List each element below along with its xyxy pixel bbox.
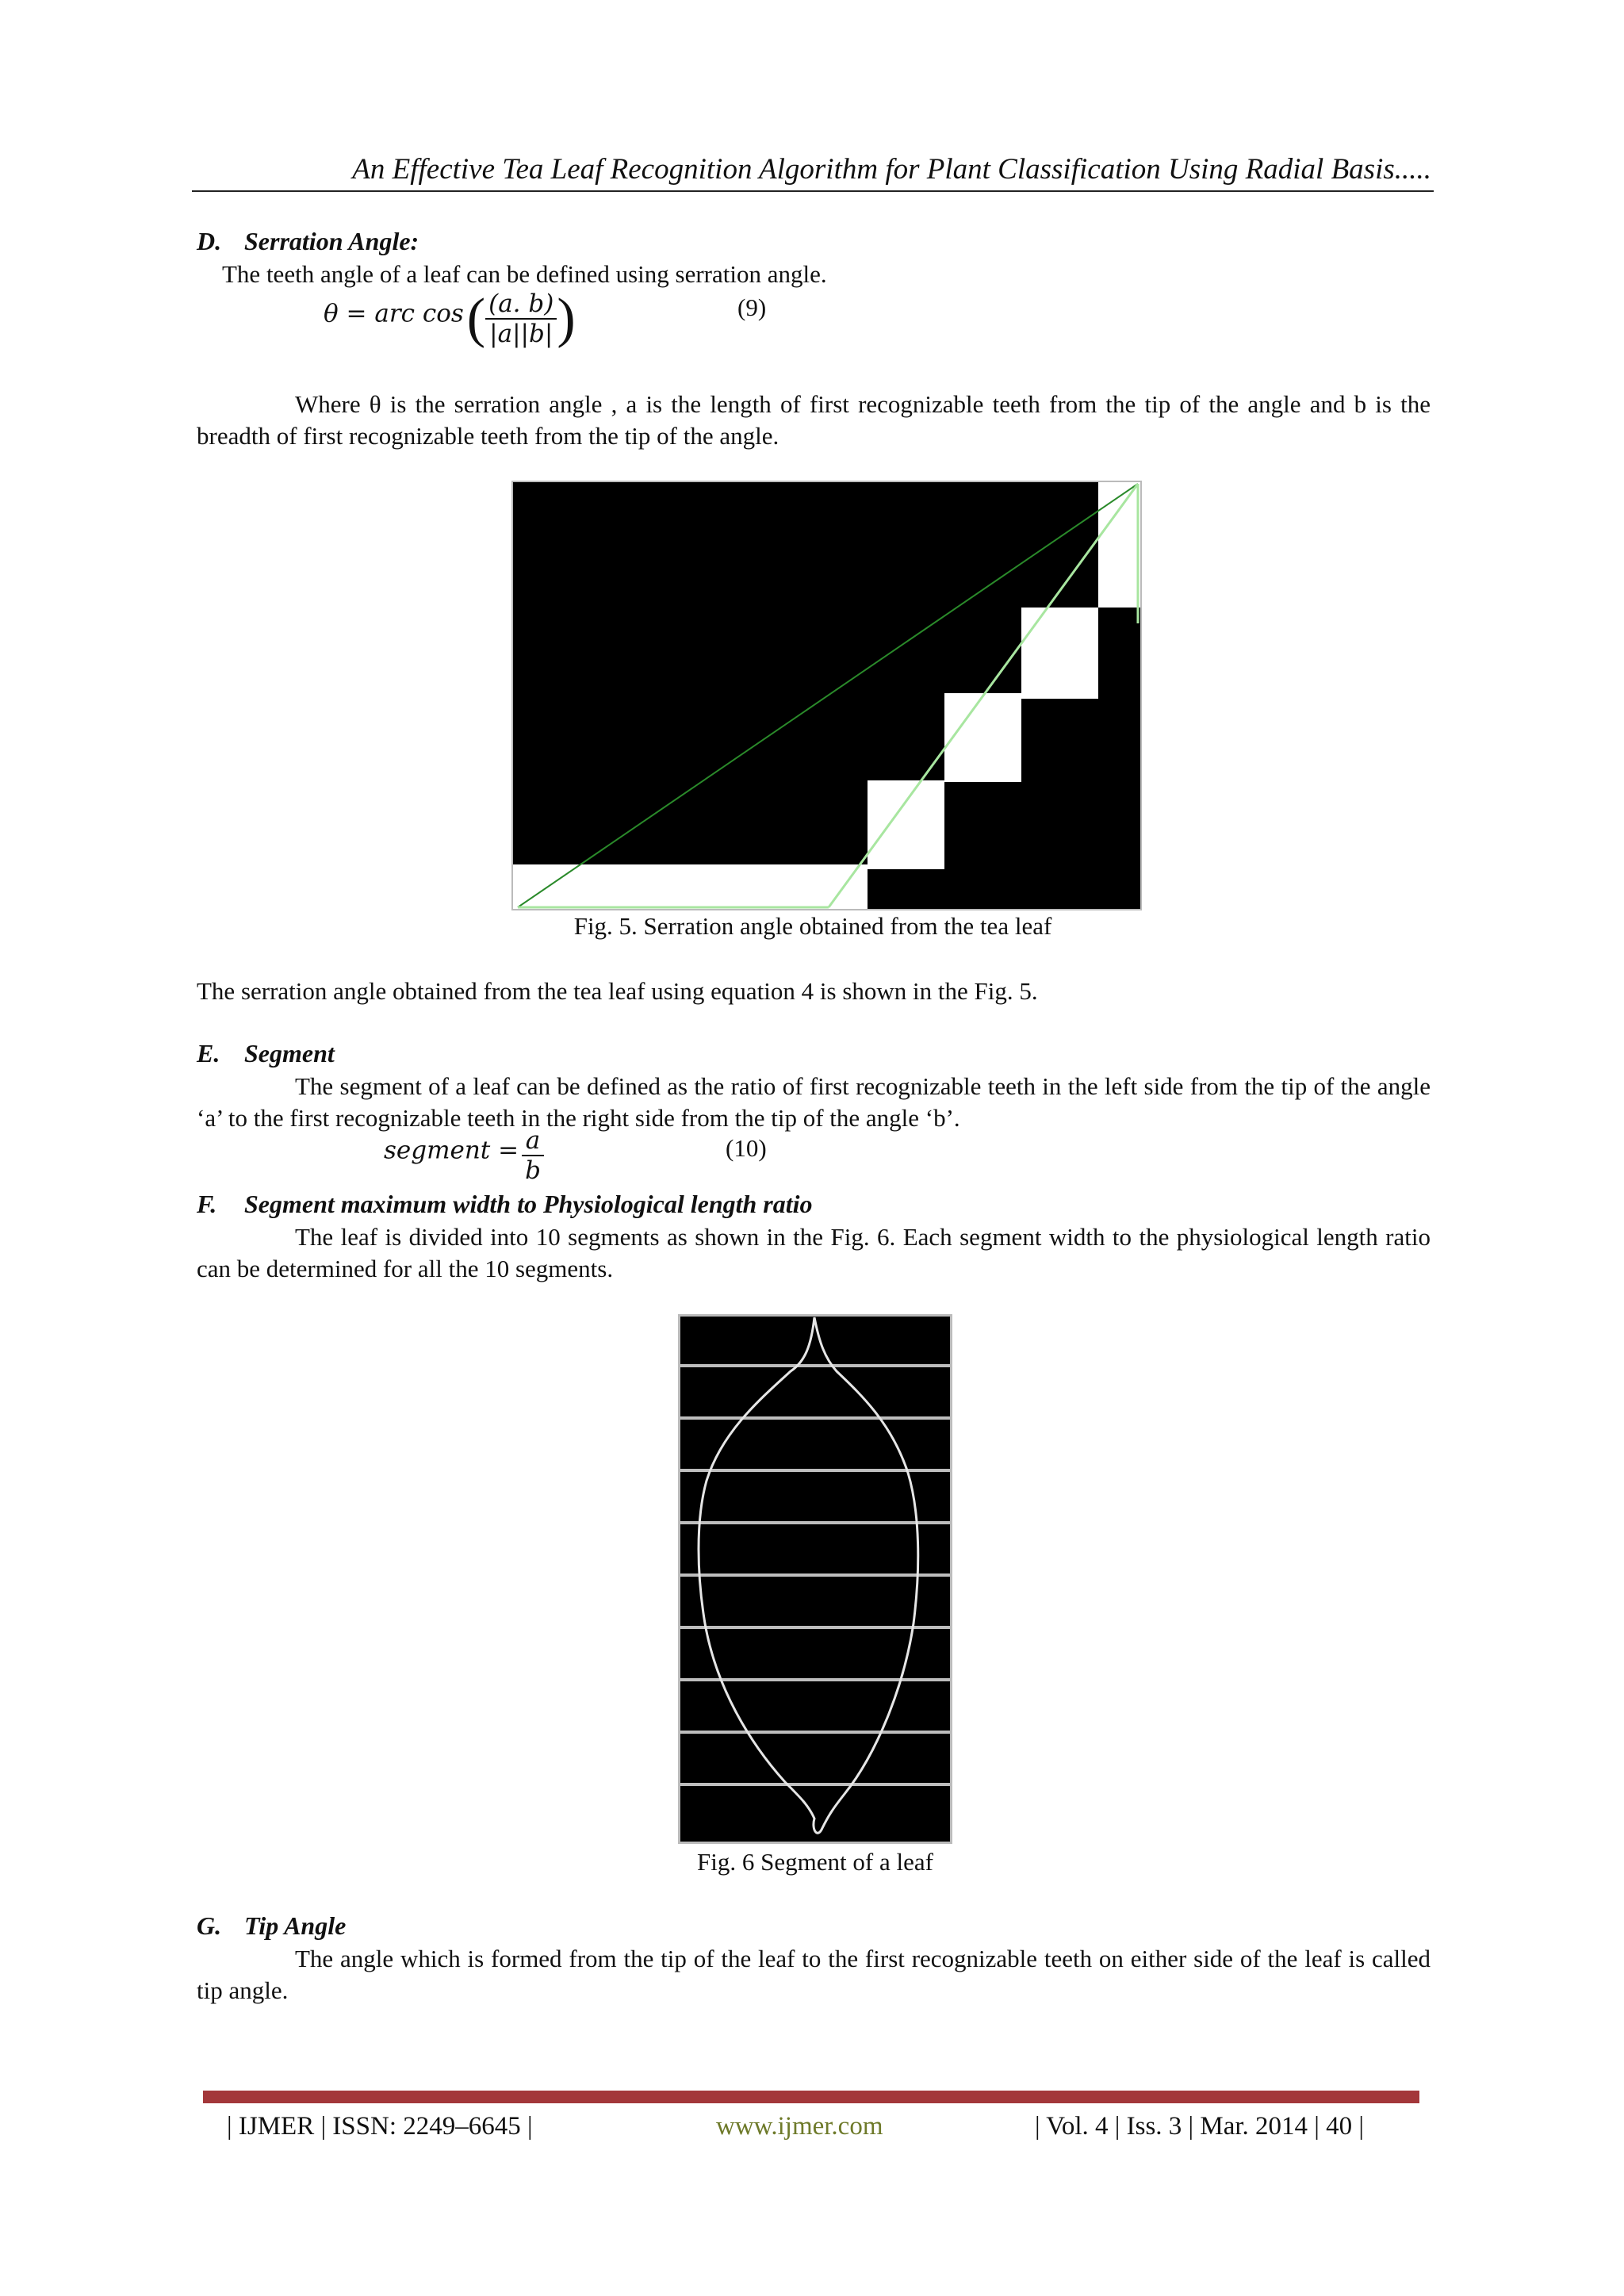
- section-f-heading: [197, 1190, 813, 1219]
- section-d-intro: The teeth angle of a leaf can be defined using serration angle.: [222, 260, 827, 288]
- figure-6-leaf-segments: [678, 1314, 952, 1844]
- footer-bar: [203, 2091, 1419, 2103]
- equation-9-fraction: [485, 289, 557, 348]
- figure-5-caption: Fig. 5. Serration angle obtained from the tea leaf: [573, 912, 1052, 940]
- section-e-heading: [197, 1039, 335, 1068]
- figure-5-tooth-2: [944, 693, 1021, 782]
- figure-5-tooth-top: [1098, 481, 1142, 608]
- section-e-title: Segment: [244, 1039, 335, 1068]
- footer-issue-info: | Vol. 4 | Iss. 3 | Mar. 2014 | 40 |: [1035, 2112, 1365, 2141]
- section-f-title: Segment maximum width to Physiological length ratio: [244, 1190, 813, 1218]
- section-g-body: The angle which is formed from the tip of the leaf to the first recognizable teeth on either side of the leaf is called tip angle.: [197, 1945, 1431, 2004]
- section-e-paragraph: [197, 1071, 1431, 1134]
- equation-10-number: (10): [726, 1134, 767, 1162]
- section-g-heading: [197, 1911, 346, 1941]
- section-d-heading: [197, 227, 419, 256]
- equation-10-lhs: segment =: [384, 1136, 519, 1165]
- section-e-label: E.: [197, 1039, 220, 1068]
- figure-5-tooth-3: [1021, 608, 1098, 699]
- section-e-body: The segment of a leaf can be defined as the ratio of first recognizable teeth in the left side from the tip of the angle ‘a’ to the first recognizable teeth in the right side from the tip of the angle ‘b’.: [197, 1072, 1431, 1132]
- figure-5-tooth-1: [868, 780, 944, 869]
- equation-9-open-paren: (: [466, 288, 486, 349]
- equation-9-number: (9): [737, 293, 767, 321]
- equation-10-fraction: [522, 1126, 544, 1185]
- figure-6-caption: Fig. 6 Segment of a leaf: [697, 1848, 933, 1876]
- section-d-where-paragraph: [197, 389, 1431, 452]
- equation-9-denominator: |a||b|: [485, 318, 557, 348]
- equation-9: [324, 287, 576, 351]
- section-d-label: D.: [197, 227, 222, 255]
- equation-10-numerator: a: [525, 1126, 541, 1155]
- section-d-where-text: Where θ is the serration angle , a is the length of first recognizable teeth from the tip of the angle and b is the breadth of first recognizable teeth from the tip of the angle.: [197, 390, 1431, 450]
- equation-9-close-paren: ): [557, 288, 576, 349]
- section-f-paragraph: [197, 1221, 1431, 1285]
- section-g-label: G.: [197, 1911, 222, 1940]
- section-f-body: The leaf is divided into 10 segments as shown in the Fig. 6. Each segment width to the physiological length ratio can be determined for all the 10 segments.: [197, 1223, 1431, 1282]
- equation-10-denominator: b: [522, 1155, 544, 1185]
- running-header: An Effective Tea Leaf Recognition Algorithm for Plant Classification Using Radial Basis.....: [352, 153, 1431, 186]
- section-g-title: Tip Angle: [244, 1911, 347, 1940]
- section-g-paragraph: [197, 1943, 1431, 2007]
- section-d-after-paragraph: The serration angle obtained from the tea leaf using equation 4 is shown in the Fig. 5.: [197, 977, 1038, 1005]
- equation-9-numerator: (a. b): [488, 289, 554, 318]
- section-f-label: F.: [197, 1190, 217, 1218]
- header-rule: [192, 190, 1434, 192]
- section-d-title: Serration Angle:: [244, 227, 419, 255]
- equation-9-lhs: θ = arc cos: [324, 299, 464, 328]
- figure-6-background: [678, 1314, 952, 1844]
- footer-journal-info: | IJMER | ISSN: 2249–6645 |: [227, 2112, 533, 2141]
- footer-website-link[interactable]: www.ijmer.com: [716, 2112, 883, 2141]
- equation-10: [384, 1126, 544, 1185]
- figure-5-serration-angle: [511, 481, 1142, 910]
- figure-5-base-strip: [511, 864, 868, 910]
